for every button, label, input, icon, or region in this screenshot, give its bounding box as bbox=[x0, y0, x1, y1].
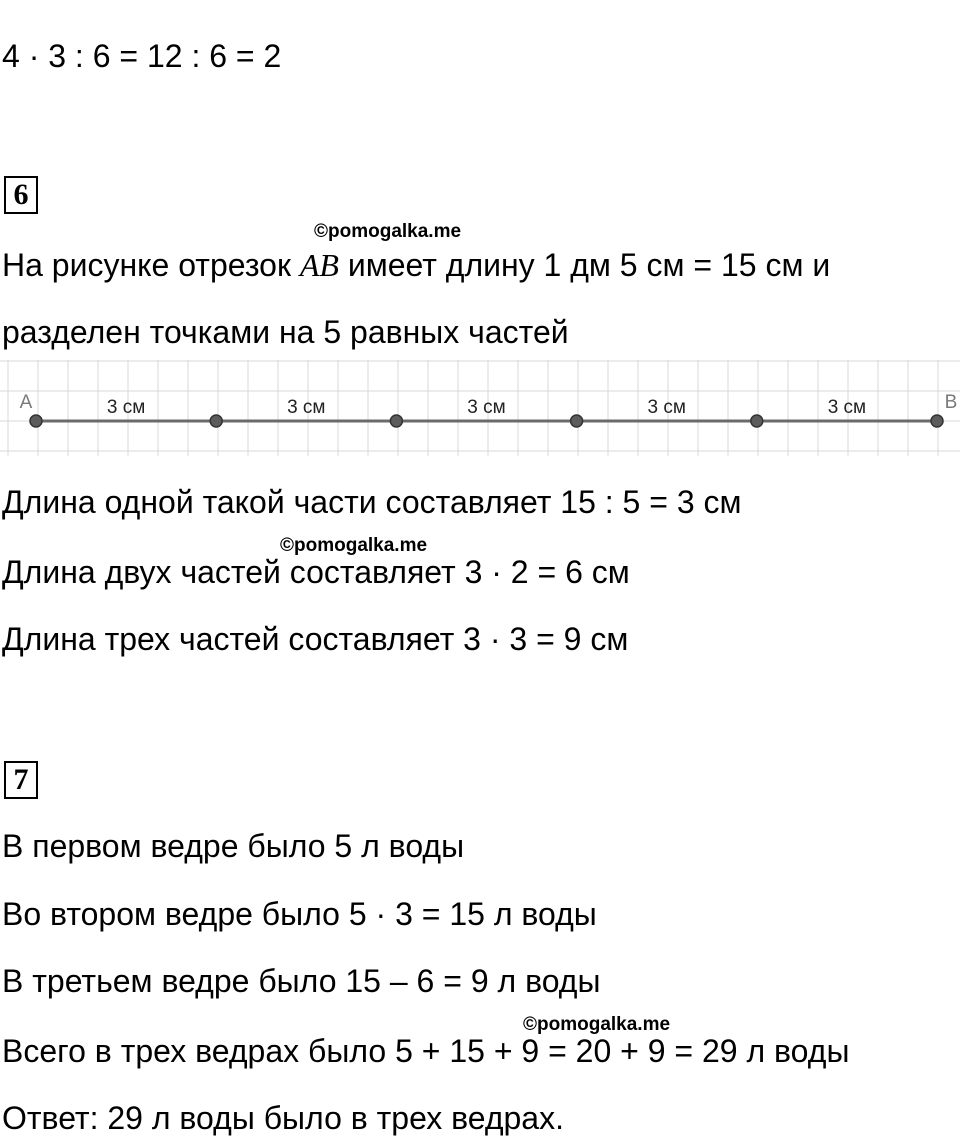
task-7-number: 7 bbox=[4, 761, 38, 799]
task-7-line-4: Всего в трех ведрах было 5 + 15 + 9 = 20 + 9 = 29 л воды bbox=[2, 1033, 850, 1069]
task-6-line-5: Длина трех частей составляет 3 · 3 = 9 см bbox=[2, 621, 629, 657]
point-a-label: A bbox=[19, 392, 33, 413]
segment-point bbox=[571, 415, 583, 427]
top-equation: 4 · 3 : 6 = 12 : 6 = 2 bbox=[2, 38, 282, 74]
task-6-line-3: Длина одной такой части составляет 15 : 5 = 3 см bbox=[2, 484, 742, 520]
part-length-label: 3 см bbox=[827, 397, 867, 418]
task-6-line-4: Длина двух частей составляет 3 · 2 = 6 см bbox=[2, 554, 630, 590]
task-7-line-3: В третьем ведре было 15 – 6 = 9 л воды bbox=[2, 963, 601, 999]
task-6-line-1 bbox=[2, 245, 830, 285]
task-7-answer: Ответ: 29 л воды было в трех ведрах. bbox=[2, 1100, 564, 1136]
segment-point bbox=[751, 415, 763, 427]
part-length-label: 3 см bbox=[106, 397, 146, 418]
task-6-line-2: разделен точками на 5 равных частей bbox=[2, 314, 569, 350]
part-length-label: 3 см bbox=[467, 397, 506, 418]
segment-point bbox=[210, 415, 222, 427]
segment-point bbox=[30, 415, 42, 427]
segment-figure bbox=[0, 360, 960, 456]
task-7-line-2: Во втором ведре было 5 · 3 = 15 л воды bbox=[2, 896, 597, 932]
segment-name: AB bbox=[299, 247, 339, 283]
watermark-3: ©pomogalka.me bbox=[523, 1014, 671, 1035]
part-length-label: 3 см bbox=[647, 397, 686, 418]
segment-point bbox=[390, 415, 402, 427]
part-length-label: 3 см bbox=[287, 397, 326, 418]
watermark-2: ©pomogalka.me bbox=[280, 535, 428, 556]
watermark-1: ©pomogalka.me bbox=[314, 221, 462, 242]
task-6-number: 6 bbox=[4, 176, 38, 214]
task-6-line-1-after: имеет длину 1 дм 5 см = 15 см и bbox=[338, 247, 831, 283]
task-7-line-1: В первом ведре было 5 л воды bbox=[2, 828, 465, 864]
point-b-label: B bbox=[944, 392, 958, 413]
task-6-line-1-before: На рисунке отрезок bbox=[2, 247, 300, 283]
segment-point bbox=[931, 415, 943, 427]
